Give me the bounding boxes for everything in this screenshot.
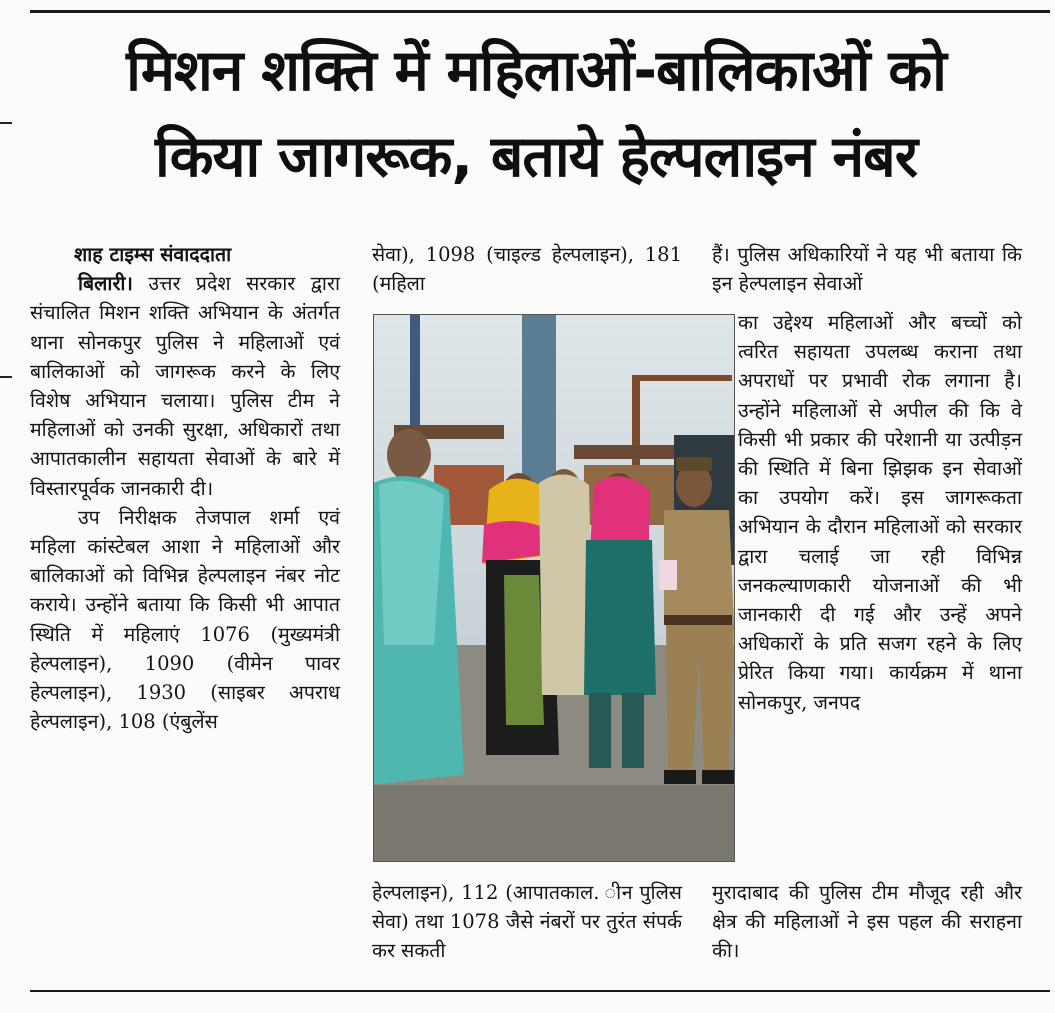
article-column-1	[30, 240, 340, 736]
headline-line-1: मिशन शक्ति में महिलाओं-बालिकाओं को	[126, 38, 946, 104]
top-rule	[30, 10, 1050, 13]
news-photo	[373, 314, 735, 862]
bottom-rule	[30, 990, 1050, 992]
dateline: बिलारी।	[78, 272, 133, 296]
paragraph-1: उत्तर प्रदेश सरकार द्वारा संचालित मिशन शक्ति अभियान के अंतर्गत थाना सोनकपुर पुलिस ने महिलाओं एवं बालिकाओं को जागरूक करने के लिए विशेष अभियान चलाया। पुलिस टीम ने महिलाओं को उनकी सुरक्षा, अधिकारों तथा आपातकालीन सहायता सेवाओं के बारे में विस्तारपूर्वक जानकारी दी।	[30, 272, 341, 500]
photo-illustration	[374, 315, 734, 861]
article-column-3-middle: का उद्देश्य महिलाओं और बच्चों को त्वरित सहायता उपलब्ध कराना तथा अपराधों पर प्रभावी रोक लगाना है। उन्होंने महिलाओं से अपील की कि वे किसी भी प्रकार की परेशानी या उत्पीड़न की स्थिति में बिना झिझक इन सेवाओं का उपयोग करें। इस जागरूकता अभियान के दौरान महिलाओं को सरकार द्वारा चलाई जा रही विभिन्न जनकल्याणकारी योजनाओं की भी जानकारी दी गई और उन्हें अपने अधिकारों के प्रति सजग रहने के लिए प्रेरित किया गया। कार्यक्रम में थाना सोनकपुर, जनपद	[738, 311, 1022, 714]
headline	[36, 28, 1036, 200]
margin-tick	[0, 122, 12, 124]
byline: शाह टाइम्स संवाददाता	[74, 243, 232, 266]
article-column-2-top: सेवा), 1098 (चाइल्ड हेल्पलाइन), 181 (महिला	[372, 243, 682, 296]
headline-line-2: किया जागरूक, बताये हेल्पलाइन नंबर	[154, 124, 918, 190]
article-column-3-top: हैं। पुलिस अधिकारियों ने यह भी बताया कि इन हेल्पलाइन सेवाओं	[712, 243, 1022, 296]
margin-tick	[0, 376, 12, 378]
article-column-2-bottom: हेल्पलाइन), 112 (आपातकाल. ीन पुलिस सेवा) तथा 1078 जैसे नंबरों पर तुरंत संपर्क कर सकती	[372, 881, 682, 963]
article-column-3-bottom: मुरादाबाद की पुलिस टीम मौजूद रही और क्षेत्र की महिलाओं ने इस पहल की सराहना की।	[712, 881, 1022, 963]
paragraph-2: उप निरीक्षक तेजपाल शर्मा एवं महिला कांस्टेबल आशा ने महिलाओं और बालिकाओं को विभिन्न हेल्पलाइन नंबर नोट कराये। उन्होंने बताया कि किसी भी आपात स्थिति में महिलाएं 1076 (मुख्यमंत्री हेल्पलाइन), 1090 (वीमेन पावर हेल्पलाइन), 1930 (साइबर अपराध हेल्पलाइन), 108 (एंबुलेंस	[30, 505, 340, 734]
